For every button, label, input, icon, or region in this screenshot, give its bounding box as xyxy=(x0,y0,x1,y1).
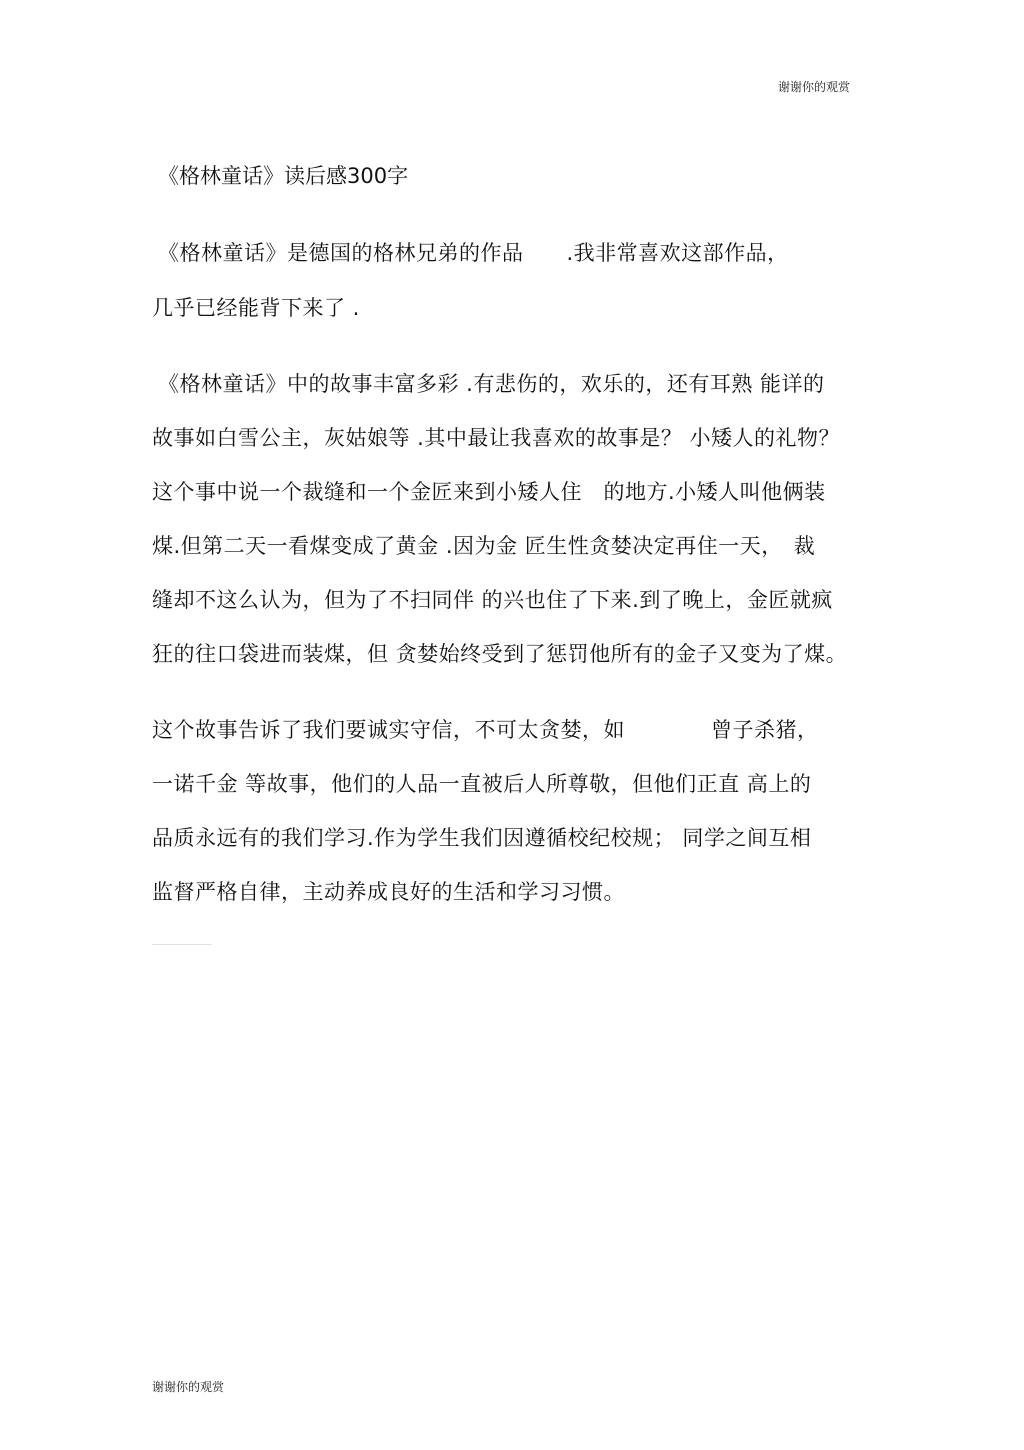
paragraph-2-line-2: 故事如白雪公主，灰姑娘等 .其中最让我喜欢的故事是？ 小矮人的礼物？ xyxy=(152,426,841,450)
paragraph-1-line-2: 几乎已经能背下来了 . xyxy=(152,296,360,320)
paragraph-3-line-4: 监督严格自律，主动养成良好的生活和学习习惯。 xyxy=(152,880,625,904)
footnote-divider xyxy=(152,944,212,945)
paragraph-2-line-5: 缝却不这么认为，但为了不扫同伴 的兴也住了下来.到了晚上，金匠就疯 xyxy=(152,588,833,612)
paragraph-3-line-1: 这个故事告诉了我们要诚实守信，不可太贪婪，如 曾子杀猪， xyxy=(152,718,819,742)
paragraph-2-line-4: 煤.但第二天一看煤变成了黄金 .因为金 匠生性贪婪决定再住一天， 裁 xyxy=(152,534,816,558)
paragraph-2-line-1: 《格林童话》中的故事丰富多彩 .有悲伤的，欢乐的，还有耳熟 能详的 xyxy=(158,372,825,396)
paragraph-1-line-1: 《格林童话》是德国的格林兄弟的作品 .我非常喜欢这部作品， xyxy=(158,241,789,265)
paragraph-2-line-3: 这个事中说一个裁缝和一个金匠来到小矮人住 的地方.小矮人叫他俩装 xyxy=(152,480,826,504)
document-title: 《格林童话》读后感300字 xyxy=(158,164,409,188)
header-note: 谢谢你的观赏 xyxy=(778,80,851,94)
paragraph-2-line-6: 狂的往口袋进而装煤，但 贪婪始终受到了惩罚他所有的金子又变为了煤。 xyxy=(152,642,848,666)
paragraph-3-line-2: 一诺千金 等故事，他们的人品一直被后人所尊敬，但他们正直 高上的 xyxy=(152,772,812,796)
paragraph-3-line-3: 品质永远有的我们学习.作为学生我们因遵循校纪校规； 同学之间互相 xyxy=(152,826,812,850)
footer-note: 谢谢你的观赏 xyxy=(152,1380,225,1394)
